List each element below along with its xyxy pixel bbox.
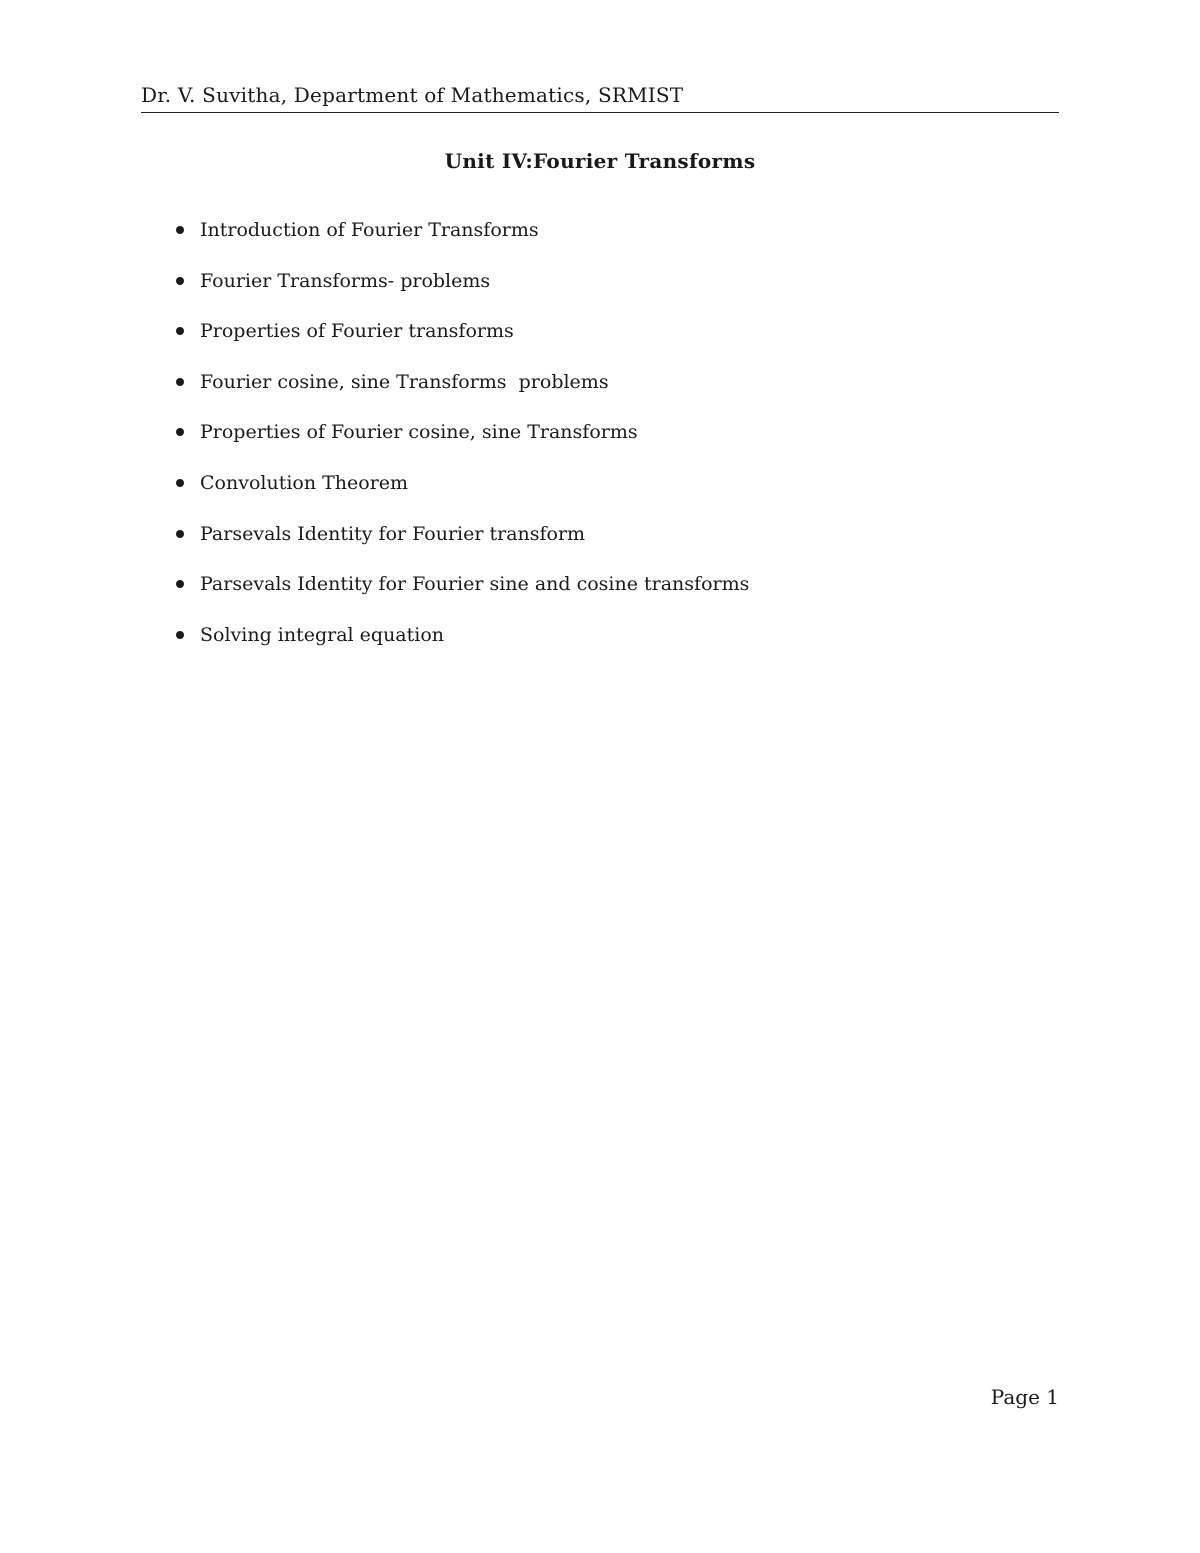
bullet-icon [176,378,184,386]
list-item-text: Convolution Theorem [200,471,409,494]
list-item [176,267,749,318]
bullet-icon [176,479,184,487]
list-item-text: Fourier cosine, sine Transforms problems [200,370,609,393]
list-item-text: Properties of Fourier transforms [200,320,514,343]
list-item-text: Parsevals Identity for Fourier transform [200,522,586,545]
bullet-icon [176,226,184,234]
list-item [176,621,749,672]
bullet-icon [176,530,184,538]
list-item [176,418,749,469]
page-title: Unit IV:Fourier Transforms [444,149,756,173]
bullet-icon [176,580,184,588]
list-item [176,570,749,621]
list-item-text: Introduction of Fourier Transforms [200,219,539,241]
list-item [176,368,749,419]
bullet-icon [176,631,184,639]
header-author-text: Dr. V. Suvitha, Department of Mathematics, SRMIST [141,83,684,107]
bullet-icon [176,428,184,436]
list-item [176,469,749,520]
list-item-text: Solving integral equation [200,623,445,646]
list-item-text: Fourier Transforms- problems [200,269,491,292]
bullet-icon [176,327,184,335]
list-item-text: Parsevals Identity for Fourier sine and cosine transforms [200,573,750,596]
list-item [176,520,749,571]
list-item-text: Properties of Fourier cosine, sine Transforms [200,421,638,444]
list-item [176,317,749,368]
page-header [141,82,1059,113]
topic-list [176,216,749,671]
page-number: Page 1 [990,1385,1059,1409]
bullet-icon [176,277,184,285]
list-item [176,216,749,267]
